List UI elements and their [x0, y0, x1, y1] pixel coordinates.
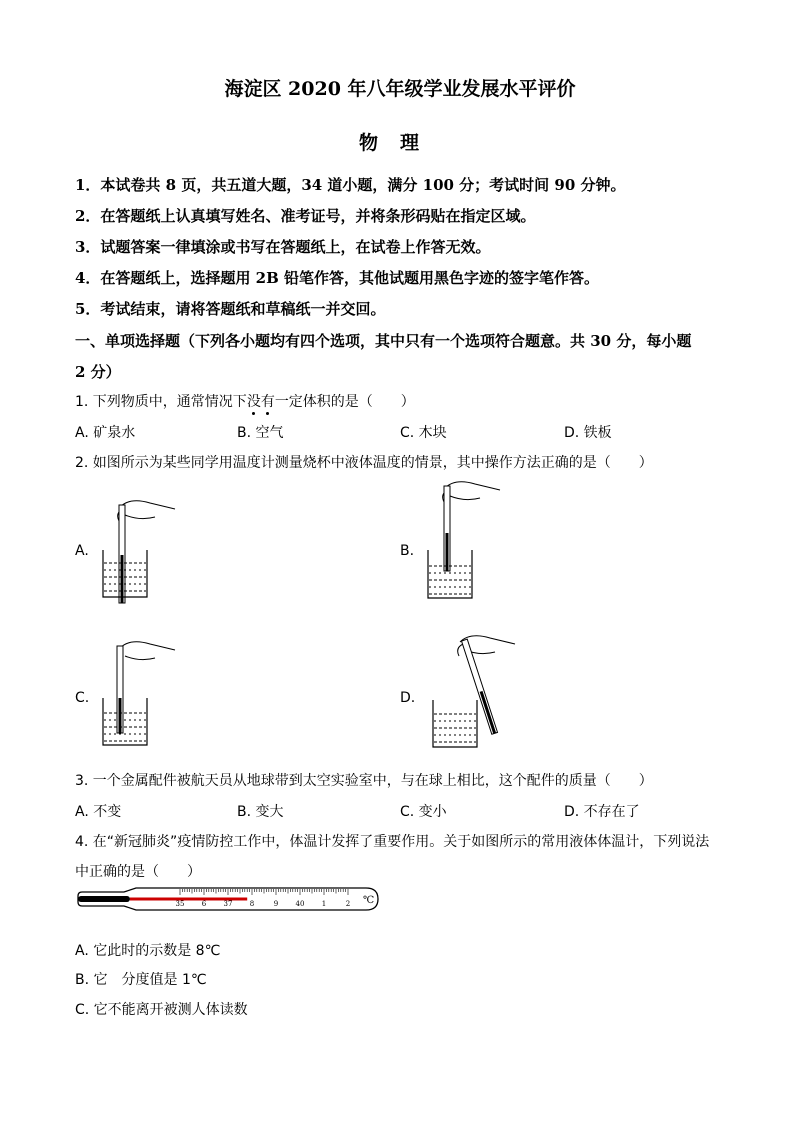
q4-option-c: C. 它不能离开被测人体读数: [75, 1002, 248, 1018]
figure-a-thermometer-beaker: [95, 495, 195, 605]
q1-option-d: D. 铁板: [564, 425, 612, 441]
q1-option-b: B. 空气: [237, 425, 284, 441]
q4-option-b: B. 它 分度值是 1℃: [75, 972, 207, 988]
question-4-cont: 中正确的是（ ）: [75, 864, 201, 880]
figure-d-thermometer-beaker: [425, 632, 525, 752]
scale-label: 8: [249, 900, 255, 908]
scale-label: 37: [223, 900, 233, 908]
question-2: 2. 如图所示为某些同学用温度计测量烧杯中液体温度的情景，其中操作方法正确的是（ ）: [75, 455, 653, 471]
subject-title: 物理: [358, 132, 441, 154]
question-3: 3. 一个金属配件被航天员从地球带到太空实验室中，与在球上相比，这个配件的质量（ ）: [75, 773, 653, 789]
q3-option-b: B. 变大: [237, 804, 284, 820]
note-1: 1．本试卷共 8 页，共五道大题，34 道小题，满分 100 分；考试时间 90 分钟。: [75, 176, 626, 194]
scale-label: 6: [201, 900, 207, 908]
q2-label-c: C.: [75, 690, 90, 706]
q1-option-a: A. 矿泉水: [75, 425, 136, 441]
note-4: 4．在答题纸上，选择题用 2B 铅笔作答，其他试题用黑色字迹的签字笔作答。: [75, 269, 599, 287]
section-heading: 一、单项选择题（下列各小题均有四个选项，其中只有一个选项符合题意。共 30 分，每小题: [75, 332, 692, 350]
note-5: 5．考试结束，请将答题纸和草稿纸一并交回。: [75, 300, 386, 318]
q1-option-c: C. 木块: [400, 425, 447, 441]
figure-c-thermometer-beaker: [95, 638, 195, 750]
question-4: 4. 在“新冠肺炎”疫情防控工作中，体温计发挥了重要作用。关于如图所示的常用液体体温计，下列说法: [75, 834, 710, 850]
exam-title: 海淀区 2020 年八年级学业发展水平评价: [224, 78, 576, 100]
q2-label-a: A.: [75, 543, 89, 559]
q3-option-a: A. 不变: [75, 804, 122, 820]
unit-label: ℃: [363, 895, 375, 906]
q3-option-d: D. 不存在了: [564, 804, 640, 820]
q2-label-b: B.: [400, 543, 415, 559]
q2-label-d: D.: [400, 690, 416, 706]
section-heading-cont: 2 分）: [75, 363, 121, 381]
question-1-emphasis-2: 有: [260, 394, 275, 410]
scale-label: 35: [175, 900, 185, 908]
note-2: 2．在答题纸上认真填写姓名、准考证号，并将条形码贴在指定区域。: [75, 207, 536, 225]
scale-label: 9: [273, 900, 279, 908]
scale-label: 40: [295, 900, 305, 908]
clinical-thermometer: [74, 886, 380, 912]
question-1-post: 一定体积的是（ ）: [274, 394, 415, 410]
scale-label: 1: [321, 900, 327, 908]
question-1: [75, 391, 415, 411]
question-1-emphasis-1: 没: [246, 394, 261, 410]
scale-label: 2: [345, 900, 351, 908]
note-3: 3．试题答案一律填涂或书写在答题纸上，在试卷上作答无效。: [75, 238, 491, 256]
q3-option-c: C. 变小: [400, 804, 447, 820]
q4-option-a: A. 它此时的示数是 8℃: [75, 943, 221, 959]
figure-b-thermometer-beaker: [420, 478, 520, 603]
question-1-pre: 1. 下列物质中，通常情况下: [75, 394, 247, 410]
